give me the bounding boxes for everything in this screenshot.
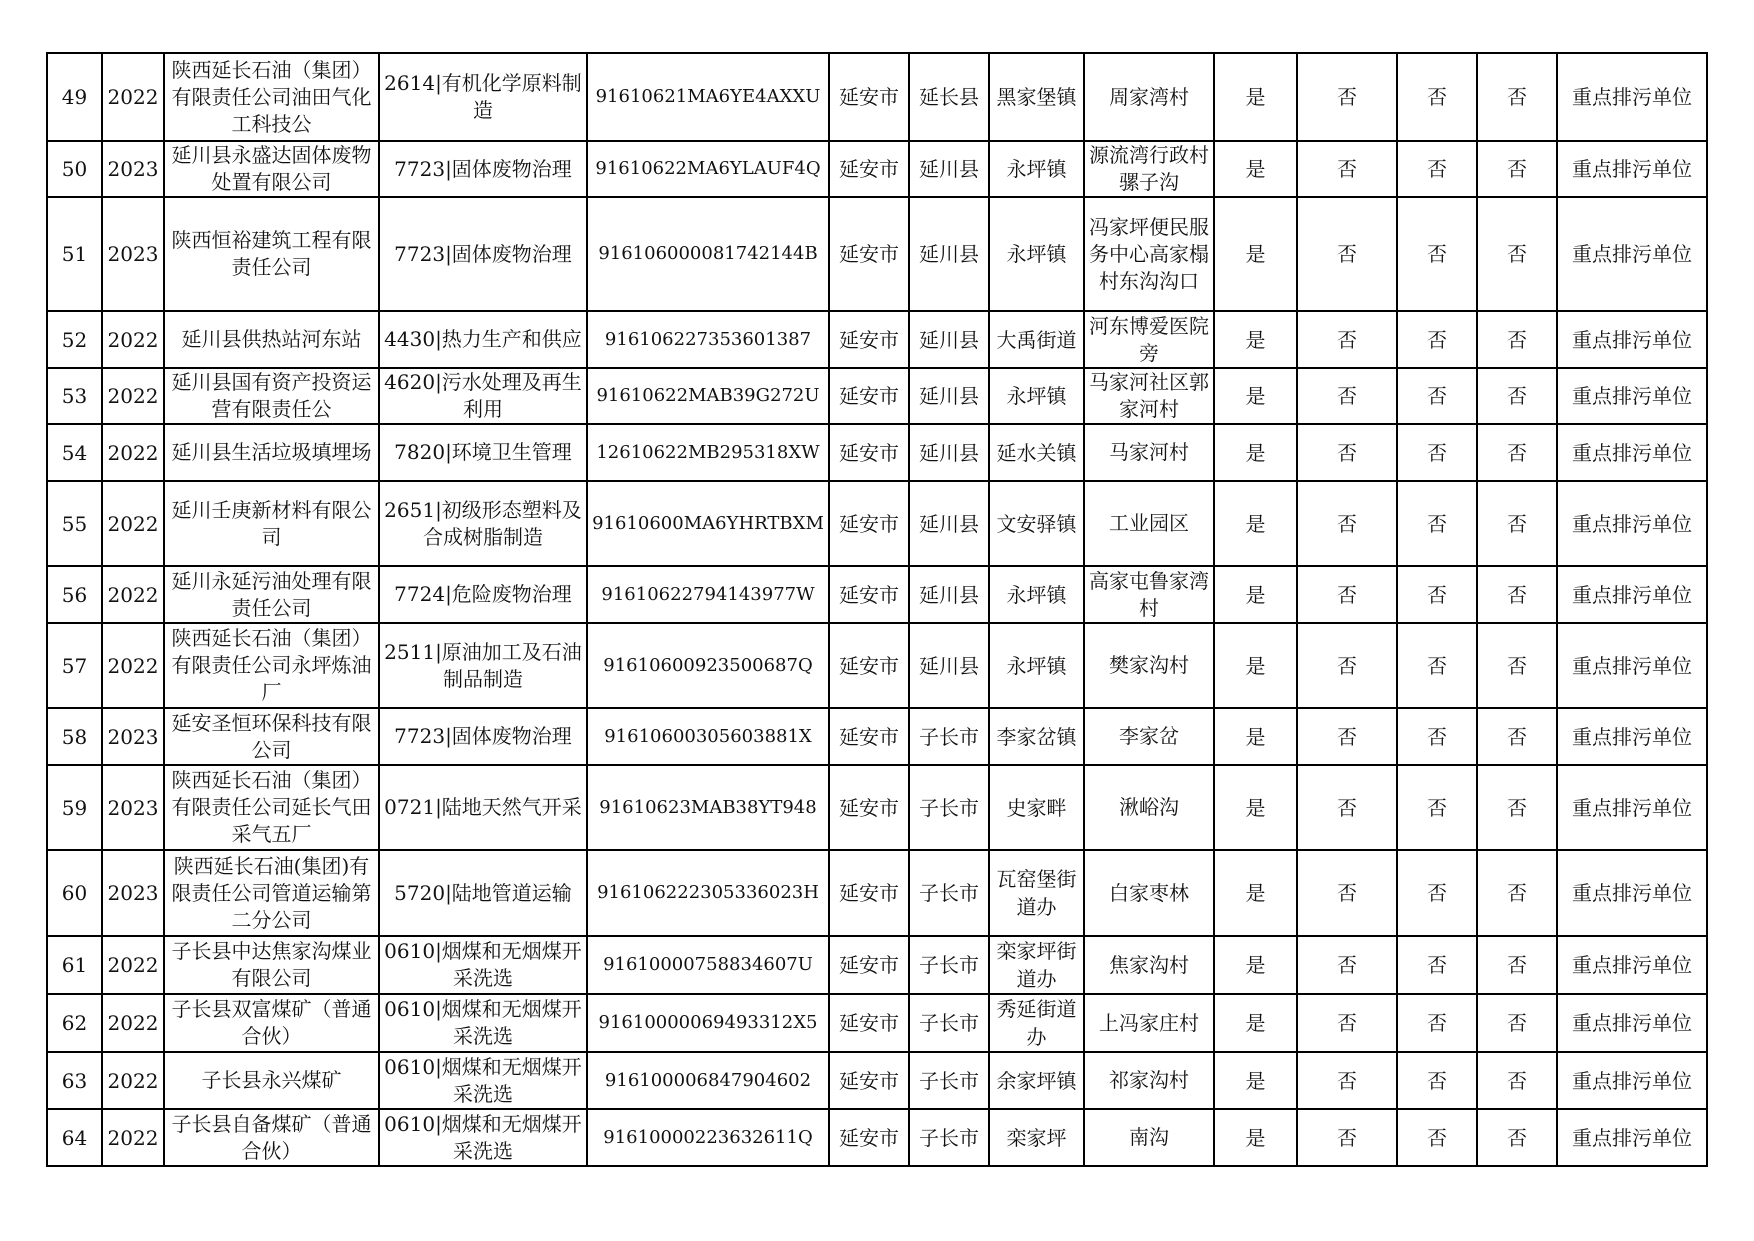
cell-county: 延川县 — [909, 481, 989, 566]
cell-year: 2022 — [102, 1052, 164, 1109]
table-row — [47, 311, 1707, 368]
cell-town: 永坪镇 — [989, 368, 1084, 424]
cell-c4: 否 — [1477, 850, 1557, 936]
cell-town: 永坪镇 — [989, 141, 1084, 197]
cell-c4: 否 — [1477, 1109, 1557, 1166]
cell-no: 55 — [47, 481, 102, 566]
cell-c2: 否 — [1297, 141, 1397, 197]
cell-c3: 否 — [1397, 197, 1477, 311]
cell-no: 64 — [47, 1109, 102, 1166]
table-row — [47, 368, 1707, 424]
cell-c1: 是 — [1214, 141, 1297, 197]
cell-type: 重点排污单位 — [1557, 53, 1707, 141]
cell-c2: 否 — [1297, 936, 1397, 994]
cell-c1: 是 — [1214, 1109, 1297, 1166]
cell-name: 子长县中达焦家沟煤业有限公司 — [164, 936, 379, 994]
cell-type: 重点排污单位 — [1557, 1052, 1707, 1109]
cell-c2: 否 — [1297, 197, 1397, 311]
cell-village: 樊家沟村 — [1084, 623, 1214, 708]
cell-code: 91610600MA6YHRTBXM — [587, 481, 829, 566]
cell-code: 91610000069493312X5 — [587, 994, 829, 1052]
cell-c4: 否 — [1477, 311, 1557, 368]
cell-county: 延川县 — [909, 623, 989, 708]
table-row — [47, 708, 1707, 765]
cell-c4: 否 — [1477, 623, 1557, 708]
cell-city: 延安市 — [829, 936, 909, 994]
cell-c3: 否 — [1397, 765, 1477, 850]
cell-c3: 否 — [1397, 623, 1477, 708]
cell-county: 延川县 — [909, 566, 989, 623]
cell-no: 50 — [47, 141, 102, 197]
cell-city: 延安市 — [829, 141, 909, 197]
cell-c2: 否 — [1297, 53, 1397, 141]
cell-c2: 否 — [1297, 424, 1397, 481]
cell-c3: 否 — [1397, 53, 1477, 141]
cell-name: 延川县供热站河东站 — [164, 311, 379, 368]
cell-c3: 否 — [1397, 1109, 1477, 1166]
cell-type: 重点排污单位 — [1557, 994, 1707, 1052]
cell-type: 重点排污单位 — [1557, 368, 1707, 424]
cell-c2: 否 — [1297, 368, 1397, 424]
cell-industry: 0610|烟煤和无烟煤开采洗选 — [379, 994, 587, 1052]
cell-industry: 2511|原油加工及石油制品制造 — [379, 623, 587, 708]
cell-name: 延安圣恒环保科技有限公司 — [164, 708, 379, 765]
cell-c4: 否 — [1477, 765, 1557, 850]
cell-year: 2022 — [102, 311, 164, 368]
cell-city: 延安市 — [829, 765, 909, 850]
cell-code: 91610622MA6YLAUF4Q — [587, 141, 829, 197]
cell-c2: 否 — [1297, 1109, 1397, 1166]
cell-city: 延安市 — [829, 481, 909, 566]
cell-code: 91610621MA6YE4AXXU — [587, 53, 829, 141]
cell-industry: 5720|陆地管道运输 — [379, 850, 587, 936]
cell-city: 延安市 — [829, 197, 909, 311]
cell-type: 重点排污单位 — [1557, 311, 1707, 368]
cell-year: 2022 — [102, 1109, 164, 1166]
cell-county: 子长市 — [909, 765, 989, 850]
cell-county: 子长市 — [909, 936, 989, 994]
cell-code: 91610622794143977W — [587, 566, 829, 623]
cell-village: 李家岔 — [1084, 708, 1214, 765]
cell-c4: 否 — [1477, 936, 1557, 994]
cell-industry: 2614|有机化学原料制造 — [379, 53, 587, 141]
cell-type: 重点排污单位 — [1557, 424, 1707, 481]
cell-year: 2023 — [102, 197, 164, 311]
cell-county: 子长市 — [909, 1109, 989, 1166]
cell-c2: 否 — [1297, 765, 1397, 850]
cell-town: 瓦窑堡街道办 — [989, 850, 1084, 936]
cell-name: 陕西延长石油（集团）有限责任公司延长气田采气五厂 — [164, 765, 379, 850]
cell-town: 延水关镇 — [989, 424, 1084, 481]
cell-industry: 7724|危险废物治理 — [379, 566, 587, 623]
cell-county: 延川县 — [909, 368, 989, 424]
cell-c4: 否 — [1477, 368, 1557, 424]
cell-c3: 否 — [1397, 1052, 1477, 1109]
cell-c4: 否 — [1477, 708, 1557, 765]
cell-industry: 7723|固体废物治理 — [379, 197, 587, 311]
cell-type: 重点排污单位 — [1557, 936, 1707, 994]
cell-city: 延安市 — [829, 623, 909, 708]
cell-c4: 否 — [1477, 566, 1557, 623]
cell-name: 子长县自备煤矿（普通合伙） — [164, 1109, 379, 1166]
cell-type: 重点排污单位 — [1557, 197, 1707, 311]
cell-town: 文安驿镇 — [989, 481, 1084, 566]
cell-village: 南沟 — [1084, 1109, 1214, 1166]
cell-code: 916106222305336023H — [587, 850, 829, 936]
cell-code: 916106227353601387 — [587, 311, 829, 368]
cell-village: 周家湾村 — [1084, 53, 1214, 141]
cell-no: 60 — [47, 850, 102, 936]
cell-city: 延安市 — [829, 1052, 909, 1109]
cell-village: 冯家坪便民服务中心高家榻村东沟沟口 — [1084, 197, 1214, 311]
cell-industry: 0721|陆地天然气开采 — [379, 765, 587, 850]
cell-c1: 是 — [1214, 424, 1297, 481]
table-row — [47, 850, 1707, 936]
cell-c2: 否 — [1297, 994, 1397, 1052]
cell-c2: 否 — [1297, 850, 1397, 936]
cell-c2: 否 — [1297, 708, 1397, 765]
cell-name: 延川县永盛达固体废物处置有限公司 — [164, 141, 379, 197]
cell-no: 54 — [47, 424, 102, 481]
cell-c1: 是 — [1214, 53, 1297, 141]
cell-no: 62 — [47, 994, 102, 1052]
cell-no: 63 — [47, 1052, 102, 1109]
cell-industry: 7723|固体废物治理 — [379, 708, 587, 765]
cell-no: 51 — [47, 197, 102, 311]
cell-town: 永坪镇 — [989, 566, 1084, 623]
cell-industry: 4620|污水处理及再生利用 — [379, 368, 587, 424]
cell-village: 马家河村 — [1084, 424, 1214, 481]
table-row — [47, 566, 1707, 623]
cell-type: 重点排污单位 — [1557, 708, 1707, 765]
cell-name: 陕西延长石油(集团)有限责任公司管道运输第二分公司 — [164, 850, 379, 936]
cell-name: 陕西延长石油（集团）有限责任公司永坪炼油厂 — [164, 623, 379, 708]
cell-city: 延安市 — [829, 368, 909, 424]
cell-c2: 否 — [1297, 1052, 1397, 1109]
cell-code: 91610623MAB38YT948 — [587, 765, 829, 850]
table-body — [47, 53, 1707, 1166]
cell-c4: 否 — [1477, 424, 1557, 481]
cell-year: 2023 — [102, 765, 164, 850]
cell-c3: 否 — [1397, 708, 1477, 765]
cell-code: 91610000758834607U — [587, 936, 829, 994]
cell-town: 栾家坪 — [989, 1109, 1084, 1166]
cell-year: 2022 — [102, 53, 164, 141]
cell-c3: 否 — [1397, 936, 1477, 994]
cell-city: 延安市 — [829, 1109, 909, 1166]
cell-county: 子长市 — [909, 708, 989, 765]
cell-city: 延安市 — [829, 53, 909, 141]
cell-code: 12610622MB295318XW — [587, 424, 829, 481]
cell-county: 子长市 — [909, 1052, 989, 1109]
cell-town: 李家岔镇 — [989, 708, 1084, 765]
pollutant-unit-table — [46, 52, 1708, 1167]
cell-c3: 否 — [1397, 850, 1477, 936]
cell-type: 重点排污单位 — [1557, 566, 1707, 623]
cell-type: 重点排污单位 — [1557, 623, 1707, 708]
cell-city: 延安市 — [829, 311, 909, 368]
cell-year: 2023 — [102, 850, 164, 936]
table-row — [47, 197, 1707, 311]
cell-no: 52 — [47, 311, 102, 368]
cell-village: 河东博爱医院旁 — [1084, 311, 1214, 368]
cell-c3: 否 — [1397, 481, 1477, 566]
cell-town: 秀延街道办 — [989, 994, 1084, 1052]
table-row — [47, 765, 1707, 850]
cell-city: 延安市 — [829, 424, 909, 481]
cell-village: 祁家沟村 — [1084, 1052, 1214, 1109]
cell-year: 2023 — [102, 141, 164, 197]
cell-county: 延川县 — [909, 424, 989, 481]
cell-c2: 否 — [1297, 566, 1397, 623]
table-row — [47, 936, 1707, 994]
table-row — [47, 994, 1707, 1052]
cell-c1: 是 — [1214, 368, 1297, 424]
cell-code: 916100006847904602 — [587, 1052, 829, 1109]
cell-county: 子长市 — [909, 850, 989, 936]
table-row — [47, 424, 1707, 481]
cell-village: 高家屯鲁家湾村 — [1084, 566, 1214, 623]
cell-c3: 否 — [1397, 424, 1477, 481]
cell-code: 91610600305603881X — [587, 708, 829, 765]
cell-c1: 是 — [1214, 481, 1297, 566]
cell-c1: 是 — [1214, 197, 1297, 311]
cell-town: 永坪镇 — [989, 623, 1084, 708]
cell-town: 史家畔 — [989, 765, 1084, 850]
cell-no: 57 — [47, 623, 102, 708]
cell-no: 58 — [47, 708, 102, 765]
cell-code: 916106000081742144B — [587, 197, 829, 311]
cell-no: 59 — [47, 765, 102, 850]
cell-c4: 否 — [1477, 994, 1557, 1052]
cell-c3: 否 — [1397, 368, 1477, 424]
cell-year: 2022 — [102, 936, 164, 994]
cell-type: 重点排污单位 — [1557, 765, 1707, 850]
cell-industry: 2651|初级形态塑料及合成树脂制造 — [379, 481, 587, 566]
cell-village: 工业园区 — [1084, 481, 1214, 566]
cell-village: 湫峪沟 — [1084, 765, 1214, 850]
cell-industry: 7820|环境卫生管理 — [379, 424, 587, 481]
cell-village: 焦家沟村 — [1084, 936, 1214, 994]
table-row — [47, 623, 1707, 708]
cell-c4: 否 — [1477, 197, 1557, 311]
cell-c1: 是 — [1214, 708, 1297, 765]
cell-village: 马家河社区郭家河村 — [1084, 368, 1214, 424]
cell-village: 源流湾行政村骡子沟 — [1084, 141, 1214, 197]
table-row — [47, 1052, 1707, 1109]
cell-county: 延川县 — [909, 141, 989, 197]
cell-town: 黑家堡镇 — [989, 53, 1084, 141]
cell-name: 子长县双富煤矿（普通合伙） — [164, 994, 379, 1052]
cell-c3: 否 — [1397, 141, 1477, 197]
cell-c3: 否 — [1397, 994, 1477, 1052]
cell-town: 大禹街道 — [989, 311, 1084, 368]
cell-c1: 是 — [1214, 311, 1297, 368]
cell-county: 延川县 — [909, 197, 989, 311]
cell-city: 延安市 — [829, 566, 909, 623]
cell-type: 重点排污单位 — [1557, 141, 1707, 197]
table-row — [47, 53, 1707, 141]
cell-code: 91610622MAB39G272U — [587, 368, 829, 424]
cell-industry: 4430|热力生产和供应 — [379, 311, 587, 368]
cell-year: 2022 — [102, 623, 164, 708]
cell-name: 延川县生活垃圾填埋场 — [164, 424, 379, 481]
cell-city: 延安市 — [829, 994, 909, 1052]
cell-c1: 是 — [1214, 1052, 1297, 1109]
cell-village: 白家枣林 — [1084, 850, 1214, 936]
cell-industry: 7723|固体废物治理 — [379, 141, 587, 197]
cell-c4: 否 — [1477, 141, 1557, 197]
cell-town: 栾家坪街道办 — [989, 936, 1084, 994]
cell-c4: 否 — [1477, 53, 1557, 141]
cell-c1: 是 — [1214, 566, 1297, 623]
cell-c4: 否 — [1477, 481, 1557, 566]
cell-town: 余家坪镇 — [989, 1052, 1084, 1109]
cell-no: 61 — [47, 936, 102, 994]
cell-year: 2022 — [102, 566, 164, 623]
table-row — [47, 481, 1707, 566]
cell-city: 延安市 — [829, 708, 909, 765]
cell-c3: 否 — [1397, 566, 1477, 623]
cell-name: 延川壬庚新材料有限公司 — [164, 481, 379, 566]
cell-county: 延长县 — [909, 53, 989, 141]
cell-year: 2022 — [102, 481, 164, 566]
cell-name: 延川县国有资产投资运营有限责任公 — [164, 368, 379, 424]
cell-c1: 是 — [1214, 994, 1297, 1052]
cell-no: 49 — [47, 53, 102, 141]
cell-type: 重点排污单位 — [1557, 1109, 1707, 1166]
cell-name: 陕西恒裕建筑工程有限责任公司 — [164, 197, 379, 311]
cell-industry: 0610|烟煤和无烟煤开采洗选 — [379, 1052, 587, 1109]
cell-county: 延川县 — [909, 311, 989, 368]
cell-name: 延川永延污油处理有限责任公司 — [164, 566, 379, 623]
cell-c3: 否 — [1397, 311, 1477, 368]
cell-c1: 是 — [1214, 936, 1297, 994]
cell-c1: 是 — [1214, 850, 1297, 936]
cell-year: 2022 — [102, 994, 164, 1052]
cell-c2: 否 — [1297, 481, 1397, 566]
cell-c2: 否 — [1297, 623, 1397, 708]
cell-county: 子长市 — [909, 994, 989, 1052]
cell-code: 91610000223632611Q — [587, 1109, 829, 1166]
cell-town: 永坪镇 — [989, 197, 1084, 311]
cell-type: 重点排污单位 — [1557, 850, 1707, 936]
cell-c2: 否 — [1297, 311, 1397, 368]
cell-c1: 是 — [1214, 623, 1297, 708]
cell-code: 91610600923500687Q — [587, 623, 829, 708]
cell-name: 陕西延长石油（集团）有限责任公司油田气化工科技公 — [164, 53, 379, 141]
cell-c1: 是 — [1214, 765, 1297, 850]
table-row — [47, 141, 1707, 197]
cell-year: 2023 — [102, 708, 164, 765]
cell-city: 延安市 — [829, 850, 909, 936]
cell-village: 上冯家庄村 — [1084, 994, 1214, 1052]
table-row — [47, 1109, 1707, 1166]
cell-c4: 否 — [1477, 1052, 1557, 1109]
cell-name: 子长县永兴煤矿 — [164, 1052, 379, 1109]
cell-no: 53 — [47, 368, 102, 424]
cell-industry: 0610|烟煤和无烟煤开采洗选 — [379, 936, 587, 994]
cell-type: 重点排污单位 — [1557, 481, 1707, 566]
cell-industry: 0610|烟煤和无烟煤开采洗选 — [379, 1109, 587, 1166]
cell-no: 56 — [47, 566, 102, 623]
cell-year: 2022 — [102, 424, 164, 481]
cell-year: 2022 — [102, 368, 164, 424]
